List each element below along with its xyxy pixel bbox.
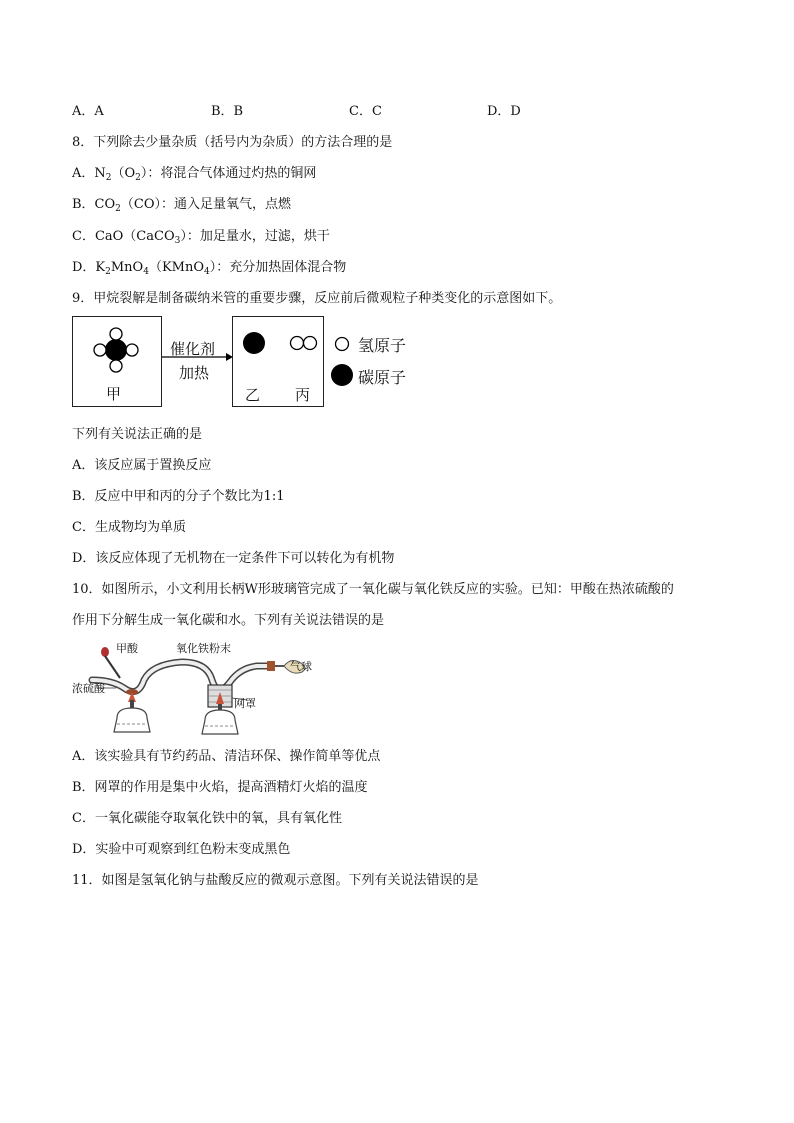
methane-molecule-icon (73, 325, 161, 385)
q10-option-b: B．网罩的作用是集中火焰，提高酒精灯火焰的温度 (72, 780, 368, 795)
q9-sub-stem: 下列有关说法正确的是 (72, 427, 203, 442)
q9-option-d: D．该反应体现了无机物在一定条件下可以转化为有机物 (72, 551, 395, 566)
q11-stem: 11．如图是氢氧化钠与盐酸反应的微观示意图。下列有关说法错误的是 (72, 873, 479, 888)
arrow-condition-catalyst: 催化剂 (170, 340, 216, 358)
q8-option-a: A．$N_2(O_2)$：将混合气体通过灼热的铜网 (72, 166, 317, 183)
q8-stem: 8．下列除去少量杂质（括号内为杂质）的方法合理的是 (72, 135, 393, 150)
arrow-condition-heat: 加热 (179, 364, 210, 382)
hydrogen-atom-icon (332, 334, 352, 354)
legend-hydrogen-label: 氢原子 (358, 336, 407, 355)
reactant-box (72, 316, 162, 407)
q9-stem: 9．甲烷裂解是制备碳纳米管的重要步骤，反应前后微观粒子种类变化的示意图如下。 (72, 291, 562, 306)
label-gauze: 网罩 (234, 697, 256, 710)
q9-option-c: C．生成物均为单质 (72, 520, 186, 535)
q7-option-d: D．D (487, 104, 521, 119)
reactant-label: 甲 (106, 385, 122, 403)
q10-option-c: C．一氧化碳能夺取氧化铁中的氧，具有氧化性 (72, 811, 342, 826)
label-sulfuric-acid: 浓硫酸 (72, 682, 105, 695)
q10-option-a: A．该实验具有节约药品、清洁环保、操作简单等优点 (72, 749, 381, 764)
legend-carbon-label: 碳原子 (358, 368, 407, 387)
q7-option-b: B．B (211, 104, 244, 119)
q9-option-b: B．反应中甲和丙的分子个数比为1:1 (72, 489, 285, 504)
product-1-label: 乙 (245, 386, 261, 404)
product-box (232, 316, 324, 407)
q10-stem-line1: 10．如图所示，小文利用长柄W形玻璃管完成了一氧化碳与氧化铁反应的实验。已知：甲酸在热浓硫酸的 (72, 582, 674, 597)
q9-option-a: A．该反应属于置换反应 (72, 458, 212, 473)
q7-option-c: C．C (349, 104, 382, 119)
q10-stem-line2: 作用下分解生成一氧化碳和水。下列有关说法错误的是 (72, 613, 385, 628)
q8-option-c: C．CaO（CaCO$_3$）：加足量水，过滤，烘干 (72, 229, 330, 246)
label-balloon: 气球 (290, 660, 312, 673)
label-formic-acid: 甲酸 (116, 642, 138, 655)
q8-option-d: D．$K_2MnO_4(KMnO_4)$：充分加热固体混合物 (72, 260, 347, 277)
reaction-arrow-icon (162, 352, 234, 362)
q10-apparatus-figure (72, 640, 332, 740)
q7-options (72, 102, 592, 122)
product-2-label: 丙 (295, 386, 311, 404)
label-iron-oxide: 氧化铁粉末 (176, 642, 231, 655)
q10-option-d: D．实验中可观察到红色粉末变成黑色 (72, 842, 291, 857)
q7-option-a: A．A (72, 104, 104, 119)
carbon-atom-icon (329, 362, 355, 388)
products-icon (233, 329, 323, 369)
q8-option-b: B．$CO_2(CO)$：通入足量氧气，点燃 (72, 197, 292, 214)
